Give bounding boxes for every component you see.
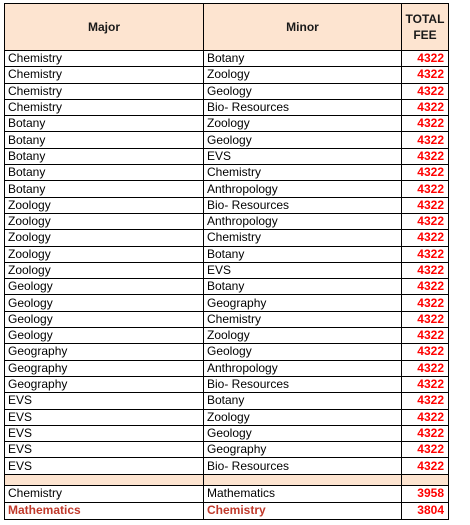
fee-cell: 4322 bbox=[402, 181, 449, 197]
header-major: Major bbox=[5, 4, 204, 51]
fee-cell: 4322 bbox=[402, 360, 449, 376]
major-cell: Botany bbox=[5, 148, 204, 164]
table-row bbox=[5, 393, 449, 409]
minor-cell: EVS bbox=[204, 262, 402, 278]
table-row bbox=[5, 360, 449, 376]
table-row bbox=[5, 197, 449, 213]
minor-cell: Zoology bbox=[204, 328, 402, 344]
major-cell: Botany bbox=[5, 181, 204, 197]
minor-cell: Botany bbox=[204, 279, 402, 295]
minor-cell: Geology bbox=[204, 344, 402, 360]
table-row bbox=[5, 262, 449, 278]
minor-cell: Geography bbox=[204, 442, 402, 458]
major-cell: EVS bbox=[5, 425, 204, 441]
table-row bbox=[5, 213, 449, 229]
major-cell: Zoology bbox=[5, 246, 204, 262]
fee-cell: 4322 bbox=[402, 295, 449, 311]
major-cell: Geography bbox=[5, 360, 204, 376]
fee-cell: 4322 bbox=[402, 344, 449, 360]
major-cell: Botany bbox=[5, 132, 204, 148]
minor-cell: Chemistry bbox=[204, 165, 402, 181]
major-cell: EVS bbox=[5, 442, 204, 458]
spacer-cell bbox=[204, 474, 402, 485]
table-row bbox=[5, 442, 449, 458]
minor-cell: Geology bbox=[204, 83, 402, 99]
minor-cell: Geology bbox=[204, 425, 402, 441]
minor-cell: Anthropology bbox=[204, 213, 402, 229]
minor-cell: Bio- Resources bbox=[204, 99, 402, 115]
header-row bbox=[5, 4, 449, 51]
major-cell: Geography bbox=[5, 376, 204, 392]
table-row bbox=[5, 246, 449, 262]
fee-cell: 4322 bbox=[402, 230, 449, 246]
major-cell: Geology bbox=[5, 295, 204, 311]
fee-cell: 4322 bbox=[402, 165, 449, 181]
minor-cell: Botany bbox=[204, 246, 402, 262]
table-row bbox=[5, 376, 449, 392]
major-cell: Botany bbox=[5, 165, 204, 181]
header-fee-line2: FEE bbox=[413, 28, 437, 42]
table-row bbox=[5, 83, 449, 99]
table-row bbox=[5, 344, 449, 360]
minor-cell: Mathematics bbox=[204, 485, 402, 502]
table-row bbox=[5, 132, 449, 148]
fee-table bbox=[4, 3, 449, 520]
major-cell: Zoology bbox=[5, 213, 204, 229]
fee-cell: 4322 bbox=[402, 425, 449, 441]
fee-cell: 4322 bbox=[402, 262, 449, 278]
minor-cell: Anthropology bbox=[204, 181, 402, 197]
fee-cell: 4322 bbox=[402, 376, 449, 392]
table-row bbox=[5, 458, 449, 474]
spacer-cell bbox=[5, 474, 204, 485]
fee-cell: 3958 bbox=[402, 485, 449, 502]
table-body bbox=[5, 51, 449, 520]
minor-cell: Zoology bbox=[204, 67, 402, 83]
minor-cell: Chemistry bbox=[204, 502, 402, 519]
fee-cell: 4322 bbox=[402, 246, 449, 262]
major-cell: EVS bbox=[5, 409, 204, 425]
table-row bbox=[5, 328, 449, 344]
table-row bbox=[5, 230, 449, 246]
table-row bbox=[5, 116, 449, 132]
minor-cell: Geology bbox=[204, 132, 402, 148]
table-row bbox=[5, 425, 449, 441]
spacer-cell bbox=[402, 474, 449, 485]
major-cell: Zoology bbox=[5, 197, 204, 213]
table-row bbox=[5, 51, 449, 67]
table-row bbox=[5, 485, 449, 502]
table-row bbox=[5, 165, 449, 181]
minor-cell: Anthropology bbox=[204, 360, 402, 376]
minor-cell: Chemistry bbox=[204, 311, 402, 327]
major-cell: Chemistry bbox=[5, 67, 204, 83]
fee-cell: 4322 bbox=[402, 311, 449, 327]
minor-cell: Zoology bbox=[204, 409, 402, 425]
table-row bbox=[5, 148, 449, 164]
fee-cell: 4322 bbox=[402, 442, 449, 458]
major-cell: Chemistry bbox=[5, 51, 204, 67]
fee-cell: 4322 bbox=[402, 83, 449, 99]
minor-cell: EVS bbox=[204, 148, 402, 164]
major-cell: Chemistry bbox=[5, 83, 204, 99]
minor-cell: Bio- Resources bbox=[204, 376, 402, 392]
major-cell: Botany bbox=[5, 116, 204, 132]
minor-cell: Bio- Resources bbox=[204, 197, 402, 213]
major-cell: Zoology bbox=[5, 262, 204, 278]
major-cell: Mathematics bbox=[5, 502, 204, 519]
fee-cell: 4322 bbox=[402, 213, 449, 229]
major-cell: Chemistry bbox=[5, 485, 204, 502]
table-row bbox=[5, 311, 449, 327]
fee-cell: 4322 bbox=[402, 116, 449, 132]
fee-cell: 4322 bbox=[402, 51, 449, 67]
major-cell: Geology bbox=[5, 328, 204, 344]
fee-cell: 3804 bbox=[402, 502, 449, 519]
fee-cell: 4322 bbox=[402, 148, 449, 164]
fee-cell: 4322 bbox=[402, 409, 449, 425]
header-minor: Minor bbox=[204, 4, 402, 51]
major-cell: Geology bbox=[5, 279, 204, 295]
spacer-row bbox=[5, 474, 449, 485]
fee-cell: 4322 bbox=[402, 393, 449, 409]
table-row bbox=[5, 181, 449, 197]
fee-cell: 4322 bbox=[402, 197, 449, 213]
minor-cell: Geography bbox=[204, 295, 402, 311]
minor-cell: Botany bbox=[204, 51, 402, 67]
table-row bbox=[5, 279, 449, 295]
major-cell: EVS bbox=[5, 393, 204, 409]
table-row bbox=[5, 295, 449, 311]
major-cell: Geography bbox=[5, 344, 204, 360]
fee-cell: 4322 bbox=[402, 458, 449, 474]
fee-cell: 4322 bbox=[402, 328, 449, 344]
major-cell: Zoology bbox=[5, 230, 204, 246]
fee-cell: 4322 bbox=[402, 279, 449, 295]
header-fee-line1: TOTAL bbox=[405, 12, 445, 26]
major-cell: EVS bbox=[5, 458, 204, 474]
major-cell: Geology bbox=[5, 311, 204, 327]
minor-cell: Chemistry bbox=[204, 230, 402, 246]
minor-cell: Bio- Resources bbox=[204, 458, 402, 474]
minor-cell: Zoology bbox=[204, 116, 402, 132]
major-cell: Chemistry bbox=[5, 99, 204, 115]
table-row bbox=[5, 409, 449, 425]
table-header bbox=[5, 4, 449, 51]
fee-cell: 4322 bbox=[402, 99, 449, 115]
fee-cell: 4322 bbox=[402, 67, 449, 83]
header-total-fee bbox=[402, 4, 449, 51]
minor-cell: Botany bbox=[204, 393, 402, 409]
table-row bbox=[5, 99, 449, 115]
table-row bbox=[5, 502, 449, 519]
fee-cell: 4322 bbox=[402, 132, 449, 148]
table-row bbox=[5, 67, 449, 83]
